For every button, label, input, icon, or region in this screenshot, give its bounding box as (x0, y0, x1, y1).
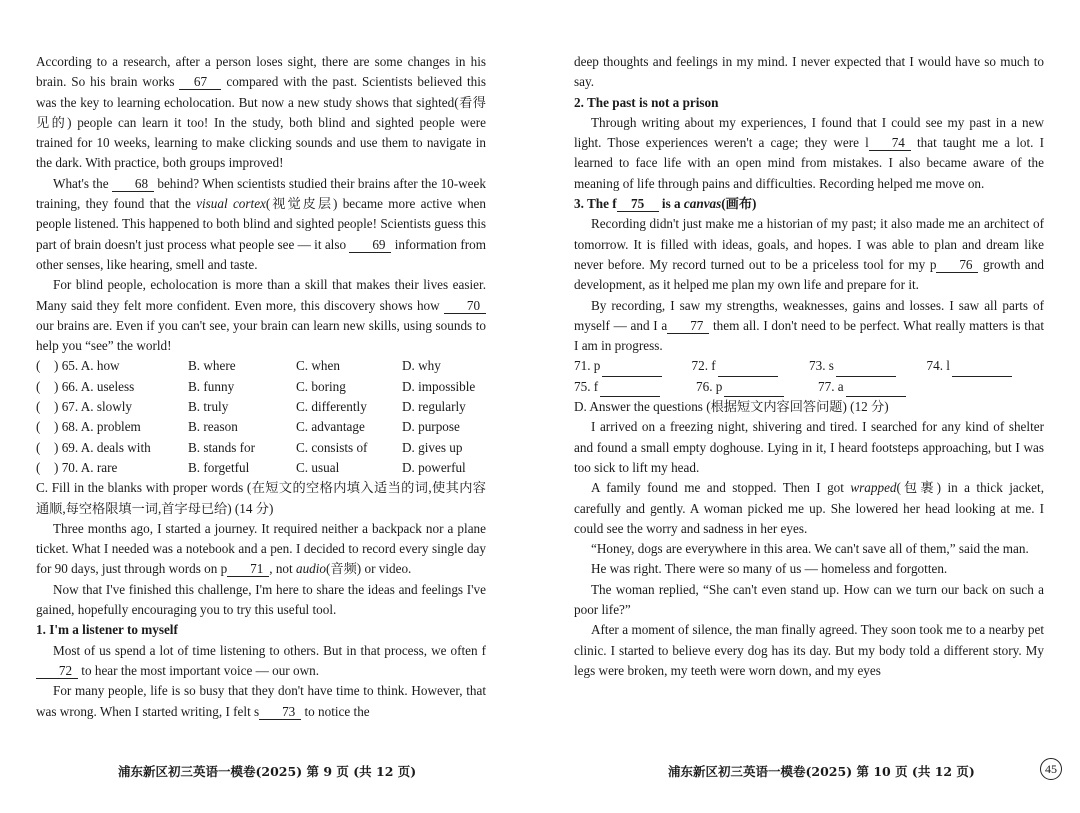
left-page (36, 52, 486, 722)
blank-73[interactable]: 73 (259, 704, 301, 720)
subheading-2: 2. The past is not a prison (574, 94, 719, 110)
blank-68[interactable]: 68 (112, 176, 154, 192)
answer-row (574, 377, 1044, 397)
answer-line[interactable] (836, 362, 896, 377)
passage-paragraph: A family found me and stopped. Then I got wrapped(包裹) in a thick jacket, carefully and gently. A woman picked me up. She lowered her head looking at me. I could see the worry and sadness in her eyes. (574, 480, 1044, 536)
answer-row (574, 356, 1044, 376)
options-list (36, 356, 486, 478)
subheading-1: 1. I'm a listener to myself (36, 622, 178, 638)
option-row: ( ) 66. A. useless B. funny C. boring D. impossible (36, 378, 476, 394)
answer-line[interactable] (724, 382, 784, 397)
footer-left: 浦东新区初三英语一模卷(2025) 第 9 页 (共 12 页) (118, 764, 417, 779)
answer-field[interactable]: 76. p (696, 377, 818, 397)
answer-line[interactable] (718, 362, 778, 377)
answer-line[interactable] (600, 382, 660, 397)
answer-field[interactable]: 77. a (818, 377, 940, 397)
passage-paragraph: “Honey, dogs are everywhere in this area. We can't save all of them,” said the man. (591, 541, 1029, 557)
passage-paragraph: He was right. There were so many of us — homeless and forgotten. (591, 561, 948, 577)
blank-67[interactable]: 67 (179, 74, 221, 90)
blank-74[interactable]: 74 (869, 135, 911, 151)
answer-field[interactable]: 73. s (809, 356, 927, 376)
option-row: ( ) 65. A. how B. where C. when D. why (36, 358, 441, 374)
answer-line[interactable] (952, 362, 1012, 377)
blank-72[interactable]: 72 (36, 663, 78, 679)
option-row: ( ) 68. A. problem B. reason C. advantage D. purpose (36, 419, 460, 435)
right-page (574, 52, 1044, 681)
answer-line[interactable] (846, 382, 906, 397)
passage-paragraph: For many people, life is so busy that they don't have time to think. However, that was wrong. When I started writing, I felt s 73 to notice the (36, 683, 486, 719)
reading-paragraph: What's the 68 behind? When scientists studied their brains after the 10-week training, they found that the visual cortex(视觉皮层) became more active when people listened. This happened to both blind and sighted people! Scientists guess this part of brain doesn't just process what people see — it also 69 information from other senses, like hearing, smell and taste. (36, 175, 487, 272)
passage-paragraph: Now that I've finished this challenge, I'm here to share the ideas and feelings I've gained, hopefully encouraging you to try this useful tool. (36, 581, 486, 618)
option-row: ( ) 70. A. rare B. forgetful C. usual D. powerful (36, 459, 466, 475)
passage-paragraph: I arrived on a freezing night, shivering and tired. I searched for any kind of shelter and found a small empty doghouse. Lying in it, I heard footsteps approaching, but I was too sick to lift my head. (574, 419, 1044, 475)
footer-right: 浦东新区初三英语一模卷(2025) 第 10 页 (共 12 页) (668, 764, 975, 779)
blank-76[interactable]: 76 (936, 257, 978, 273)
subheading-3: 3. The f 75 is a canvas(画布) (574, 196, 757, 212)
answer-field[interactable]: 75. f (574, 377, 696, 397)
passage-paragraph: By recording, I saw my strengths, weaknesses, gains and losses. I saw all parts of myself — and I a 77 them all. I don't need to be perfect. What really matters is that I am in progress. (574, 297, 1045, 354)
section-d-heading: D. Answer the questions (根据短文内容回答问题) (12 分) (574, 399, 889, 415)
answer-field[interactable]: 72. f (692, 356, 810, 376)
blank-70[interactable]: 70 (444, 298, 486, 314)
reading-paragraph: According to a research, after a person loses sight, there are some changes in his brain. So his brain works 67 compared with the past. Scientists believed this was the key to learning echolocation. But now a new study shows that sighted(看得见的) people can learn it too! In the study, both blind and sighted people were trained for 10 weeks, learning to make clicking sounds and use them to navigate in the dark. With practice, both groups improved! (36, 54, 487, 171)
passage-paragraph: Through writing about my experiences, I found that I could see my past in a new light. Those experiences weren't a cage; they were l 74 that taught me a lot. I learned to face life with an open mind from mistakes. I also became aware of the meaning of life through pains and difficulties. Recording helped me move on. (574, 114, 1045, 191)
blank-77[interactable]: 77 (667, 318, 709, 334)
blank-75[interactable]: 75 (617, 196, 659, 212)
answer-field[interactable]: 74. l (927, 356, 1045, 376)
option-row: ( ) 67. A. slowly B. truly C. differently D. regularly (36, 399, 466, 415)
answer-field[interactable]: 71. p (574, 356, 692, 376)
page-number-badge: 45 (1040, 758, 1062, 780)
passage-paragraph: The woman replied, “She can't even stand up. How can we turn our back on such a poor life?” (574, 581, 1044, 618)
passage-paragraph: After a moment of silence, the man finally agreed. They soon took me to a nearby pet clinic. I started to believe every dog has its day. But my body told a different story. My legs were broken, my teeth were worn down, and my eyes (574, 622, 1044, 678)
reading-paragraph: For blind people, echolocation is more than a skill that makes their lives easier. Many said they felt more confident. Even more, this discovery shows how 70 our brains are. Even if you can't see, your brain can learn new skills, using sounds to help you “see” the world! (36, 277, 486, 354)
blank-71[interactable]: 71 (227, 561, 269, 577)
passage-paragraph: Three months ago, I started a journey. It required neither a backpack nor a plane ticket. What I needed was a notebook and a pen. I decided to record every single day for 90 days, just through words on p 71 , not audio(音频) or video. (36, 520, 486, 577)
blank-69[interactable]: 69 (349, 237, 391, 253)
section-c-heading: C. Fill in the blanks with proper words (在短文的空格内填入适当的词,使其内容通顺,每空格限填一词,首字母已给) (14 分) (36, 480, 486, 516)
answer-line[interactable] (602, 362, 662, 377)
passage-paragraph: Recording didn't just make me a historian of my past; it also made me an architect of tomorrow. It is filled with ideas, goals, and hopes. I was able to plan and dream like never before. My record turned out to be a priceless tool for my p 76 growth and development, as it helped me plan my own life and prepare for it. (574, 216, 1045, 293)
passage-paragraph: Most of us spend a lot of time listening to others. But in that process, we often f72 to hear the most important voice — our own. (36, 641, 486, 682)
passage-paragraph: deep thoughts and feelings in my mind. I never expected that I would have so much to say. (574, 54, 1044, 90)
option-row: ( ) 69. A. deals with B. stands for C. consists of D. gives up (36, 439, 463, 455)
